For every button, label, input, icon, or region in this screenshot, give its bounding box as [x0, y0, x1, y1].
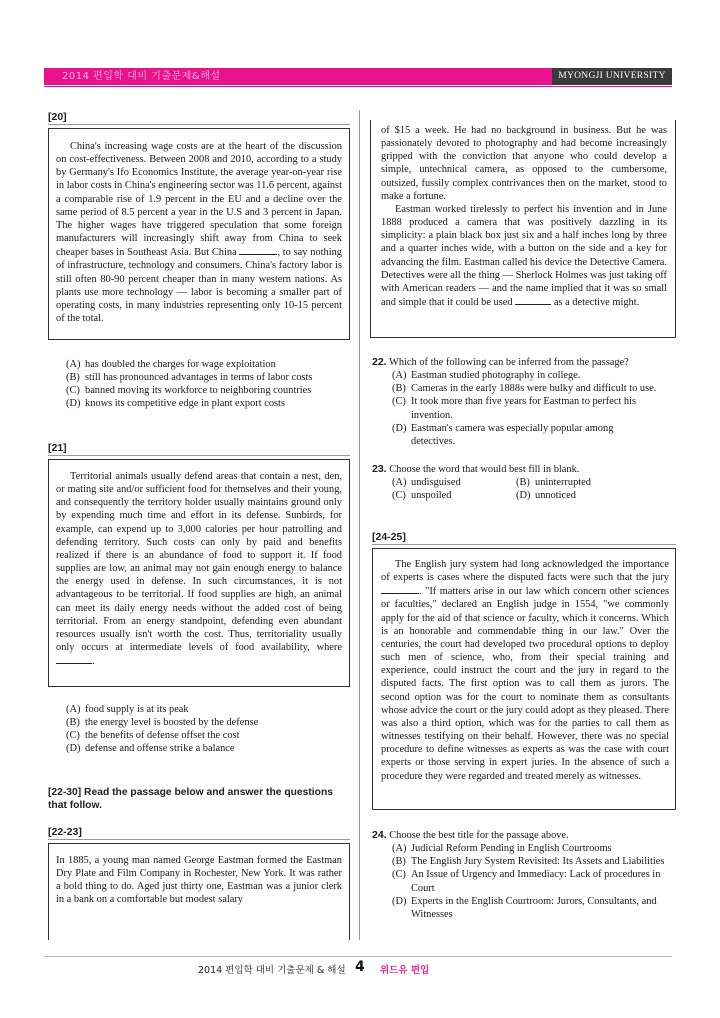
passage-text-21: Territorial animals usually defend areas that contain a nest, den, or mating site and/or sufficient food for themselves and their young, and consequently the territory holder usually maintains ground only by expending much time and effort in its defense. Sunbirds, for example, can expend up to 3,000 calories per hour patrolling and defending territory. Such costs can only by paid and benefits realized if there is an abundance of food to support it. If food supplies are low, an animal may not gain enough energy to balance the energy used in defense. In such circumstances, it is not advantageous to be territorial. If food supplies are high, an animal can meet its daily energy needs without the added cost of being territorial. From an energy standpoint, defending even abundant resources usually isn't worth the cost. Thus, territoriality usually only occurs at intermediate levels of food availability, where .: [56, 471, 342, 668]
footer-divider: [44, 956, 672, 957]
answer-blank: [381, 584, 419, 594]
directions-22-30: [22-30] Read the passage below and answer the questions that follow.: [48, 787, 333, 811]
question-24: 24. Choose the best title for the passage above. (A) Judicial Reform Pending in English Courtrooms (B) The English Jury System Revisited: Its Assets and Liabilities (C) An Issue of Urgency and Immediacy: Lack of procedures in Court (D) Experts in the English Courtroom: Jurors, Consultants, and Witnesses: [372, 829, 676, 921]
option-22-d[interactable]: (D) Eastman's camera was especially popular among detectives.: [392, 422, 614, 447]
option-20-b[interactable]: (B) still has pronounced advantages in terms of labor costs: [66, 372, 313, 384]
option-21-a[interactable]: (A) food supply is at its peak: [66, 704, 189, 715]
option-22-a[interactable]: (A) Eastman studied photography in college.: [392, 370, 581, 382]
section-label-24-25: [24-25]: [372, 531, 406, 543]
option-21-d[interactable]: (D) defense and offense strike a balance: [66, 743, 235, 755]
option-21-c[interactable]: (C) the benefits of defense offset the cost: [66, 730, 240, 742]
passage-text-20: China's increasing wage costs are at the heart of the discussion on cost-effectiveness. Between 2008 and 2010, according to a study by Germany's Ifo Economics Institute, the average year-on-year rise in labor costs in China's engineering sector was 11.6 percent, against a comparable rise of 1.9 percent in the EU and a decline over the same period of 8.5 percent a year in the U.S and 3 percent in Japan. The higher wages have triggered speculation that some foreign manufacturers will increasingly shift away from China to seek cheaper bases in Southeast Asia. But China , to say nothing of infrastructure, technology and consumers. China's factory labor is still often 80-90 percent cheaper than in many western nations. As plants use more technology — labor is becoming a smaller part of operating costs, in many industries representing only 10-15 percent of the total.: [56, 141, 342, 325]
option-23-a[interactable]: (A) undisguised: [392, 477, 461, 489]
option-20-d[interactable]: (D) knows its competitive edge in plant export costs: [66, 398, 285, 410]
answer-blank: [239, 245, 277, 255]
header-exam-title: 2014 편입학 대비 기출문제&해설: [44, 68, 552, 85]
section-rule-21: [48, 455, 350, 456]
passage-text-22-23-left: In 1885, a young man named George Eastman formed the Eastman Dry Plate and Film Company in Rochester, New York. It was rather a bold thing to do. Aged just thirty one, Eastman was a junior clerk in a bank on a comfortable but modest salary: [56, 855, 342, 906]
option-22-b[interactable]: (B) Cameras in the early 1888s were bulky and difficult to use.: [392, 383, 657, 395]
section-rule-22-23: [48, 839, 350, 840]
answer-blank: [515, 295, 551, 305]
option-21-b[interactable]: (B) the energy level is boosted by the defense: [66, 717, 259, 729]
answer-blank: [56, 654, 92, 664]
option-24-a[interactable]: (A) Judicial Reform Pending in English Courtrooms: [392, 843, 612, 855]
question-23: 23. Choose the word that would best fill in blank. (A) undisguised (B) uninterrupted (C) unspoiled (D) unnoticed: [372, 463, 676, 502]
section-label-21: [21]: [48, 442, 67, 454]
option-24-d[interactable]: (D) Experts in the English Courtroom: Jurors, Consultants, and Witnesses: [392, 895, 657, 920]
column-divider: [359, 110, 360, 940]
option-20-a[interactable]: (A) has doubled the charges for wage exploitation: [66, 359, 276, 370]
page-number: 4: [355, 959, 365, 975]
section-label-20: [20]: [48, 111, 67, 123]
option-24-b[interactable]: (B) The English Jury System Revisited: Its Assets and Liabilities: [392, 856, 665, 868]
footer-title: 2014 편입학 대비 기출문제 & 해설: [198, 965, 346, 976]
header-divider: [44, 86, 672, 87]
option-23-c[interactable]: (C) unspoiled: [392, 490, 452, 502]
passage-text-24-25: The English jury system had long acknowledged the importance of experts is cases where the disputed facts were such that the jury . "If matters arise in our law which concern other sciences or faculties," declared an English judge in 1554, "we commonly apply for the aid of that science or faculty, which it concerns. Which is an honorable and commendable thing in our law." Over the centuries, the court had developed two procedural options to deploy such men of science, who, from their special training and experience, could instruct the court and the jury in regard to the disputed facts. The first option was to call them as jurors. The second option was for the court to nominate them as consultants whose advice the court or the jury could adopt as they pleased. There was also a third option, which was for the parties to call them as witnesses testifying on their behalf. However, there was no special procedure to define witnesses as experts as was the case with court experts or those serving in expert juries. In the absence of such a procedure they were regarded and treated merely as witnesses.: [381, 559, 669, 782]
page-header: [44, 68, 672, 85]
section-rule-20: [48, 124, 350, 125]
section-label-22-23: [22-23]: [48, 826, 82, 838]
option-23-b[interactable]: (B) uninterrupted: [516, 477, 591, 489]
option-23-d[interactable]: (D) unnoticed: [516, 490, 576, 502]
options-21: [66, 703, 350, 756]
option-20-c[interactable]: (C) banned moving its workforce to neighboring countries: [66, 385, 312, 397]
page-footer: [0, 960, 720, 976]
header-university-name: MYONGJI UNIVERSITY: [552, 68, 672, 85]
option-24-c[interactable]: (C) An Issue of Urgency and Immediacy: Lack of procedures in Court: [392, 869, 661, 894]
options-20: [66, 358, 350, 411]
passage-text-22-23-right: of $15 a week. He had no background in business. But he was passionately devoted to photography and had become increasingly gripped with the conviction that anyone who could develop a simple, untechnical camera, as opposed to the cumbersome, outsized, fussily complex contrivances then on the market, stood to make a fortune. Eastman worked tirelessly to perfect his invention and in June 1888 produced a camera that was positively dazzling in its simplicity: a plain black box just six and a half inches long by three and a quarter inches wide, with a button on the side and a key for advancing the film. Eastman called his device the Detective Camera. Detectives were all the thing — Sherlock Holmes was just taking off with American readers — and the name implied that it was so small and simple that it could be used as a detective might.: [381, 125, 667, 309]
option-22-c[interactable]: (C) It took more than five years for Eastman to perfect his invention.: [392, 396, 637, 421]
footer-brand: 위드유 편입: [380, 965, 430, 976]
question-22: 22. Which of the following can be inferred from the passage? (A) Eastman studied photography in college. (B) Cameras in the early 1888s were bulky and difficult to use. (C) It took more than five years for Eastman to perfect his invention. (D) Eastman's camera was especially popular among detectives.: [372, 356, 676, 448]
section-rule-24-25: [372, 544, 676, 545]
